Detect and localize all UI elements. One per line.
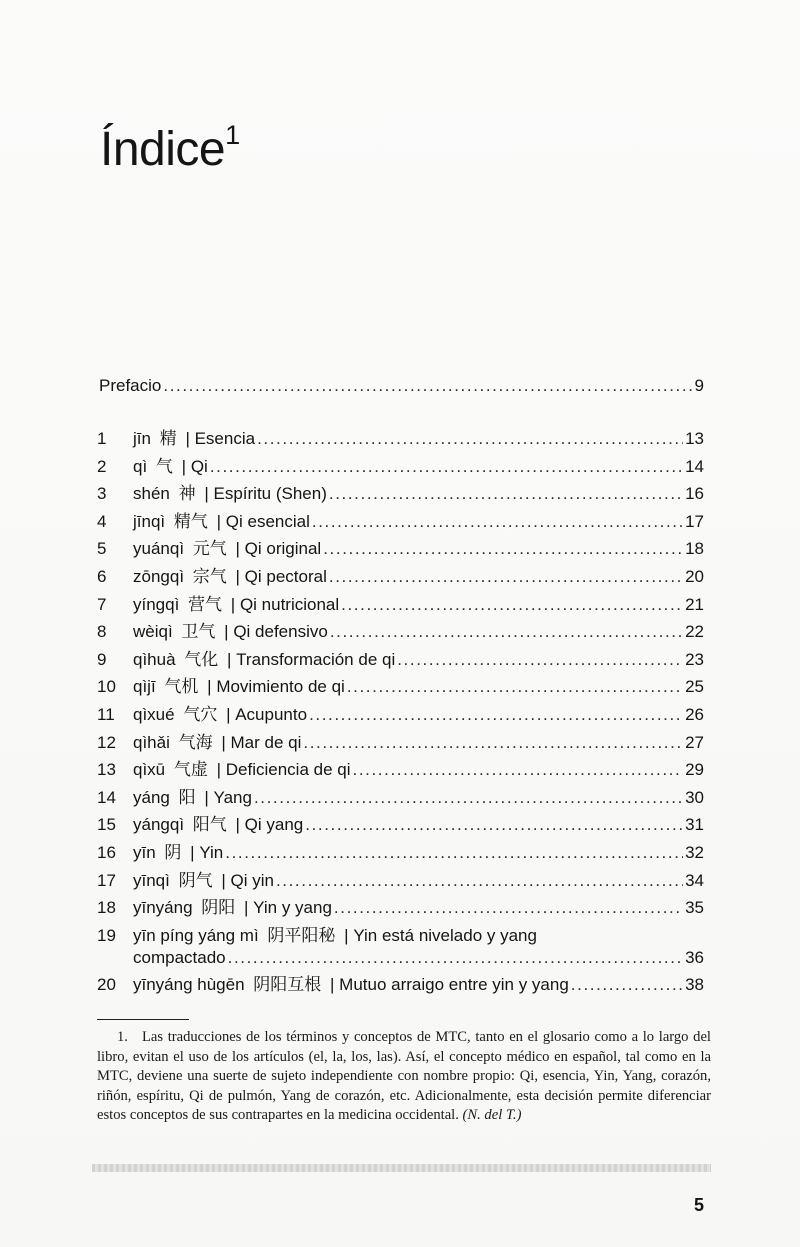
entry-pinyin: yīn píng yáng mì [133, 925, 259, 945]
entry-pinyin: shén [133, 484, 170, 504]
scan-edge-band [92, 1164, 711, 1172]
entry-text [133, 814, 303, 836]
entry-term: Transformación de qi [236, 649, 396, 669]
entry-number: 9 [97, 649, 107, 669]
toc-entry[interactable] [97, 704, 704, 732]
leader-dots [276, 870, 683, 892]
entry-term: Acupunto [235, 704, 308, 724]
entry-term: Qi pectoral [244, 566, 327, 586]
entry-number: 16 [97, 842, 116, 862]
entry-text [133, 704, 307, 726]
toc-entry[interactable] [97, 594, 704, 622]
entry-text [133, 594, 339, 616]
entry-number: 8 [97, 622, 107, 642]
entry-page-number: 14 [685, 456, 704, 476]
entry-page-number: 29 [685, 760, 704, 780]
entry-hanzi: 元气 [192, 539, 227, 560]
entry-text [133, 428, 255, 450]
footnote-rule [97, 1019, 189, 1020]
entry-separator: | [235, 815, 240, 835]
entry-page-number: 35 [685, 898, 704, 918]
toc-entry[interactable] [97, 456, 704, 484]
entry-page-number: 27 [685, 732, 704, 752]
toc-entry[interactable] [97, 897, 704, 925]
entry-hanzi: 营气 [188, 594, 223, 615]
entry-hanzi: 阴 [164, 842, 182, 863]
entry-term: Qi yang [244, 815, 304, 835]
entry-number: 10 [97, 677, 116, 697]
entry-body [133, 842, 704, 864]
entry-number: 17 [97, 870, 116, 890]
entry-number: 12 [97, 732, 116, 752]
toc-entry[interactable] [97, 814, 704, 842]
leader-dots [347, 676, 683, 698]
entry-body [133, 732, 704, 754]
entry-number: 1 [97, 429, 107, 448]
entry-body [133, 621, 704, 643]
entry-body [133, 538, 704, 560]
entry-body [133, 511, 704, 533]
entry-separator: | [190, 842, 195, 862]
footnote [97, 1028, 711, 1126]
entry-body [133, 456, 704, 478]
leader-dots [257, 428, 683, 450]
preface-page-number: 9 [694, 376, 704, 395]
entry-text [133, 483, 327, 505]
entry-hanzi: 阳 [178, 787, 196, 808]
entry-hanzi: 气机 [164, 677, 199, 698]
entry-body [133, 649, 704, 671]
entry-page-number: 18 [685, 539, 704, 559]
toc-entry[interactable] [97, 649, 704, 677]
entry-term: Deficiencia de qi [225, 760, 351, 780]
entry-page-number: 20 [685, 566, 704, 586]
entry-pinyin: qìhǎi [133, 732, 170, 752]
leader-dots [329, 483, 683, 505]
entry-pinyin: wèiqì [133, 622, 173, 642]
entry-body [133, 704, 704, 726]
toc-entry[interactable] [97, 621, 704, 649]
entry-text [133, 511, 310, 533]
entry-pinyin: yuánqì [133, 539, 185, 559]
footnote-index: 1. [117, 1029, 128, 1045]
leader-dots [210, 456, 683, 478]
entry-number: 5 [97, 539, 107, 559]
entry-separator: | [244, 898, 249, 918]
entry-term: Qi nutricional [239, 594, 340, 614]
entry-hanzi: 阴阳 [201, 898, 236, 919]
entry-term-continuation: compactado [133, 947, 226, 967]
toc-entry[interactable] [97, 732, 704, 760]
entry-separator: | [185, 429, 190, 448]
entry-separator: | [204, 484, 209, 504]
entry-pinyin: qìhuà [133, 649, 176, 669]
entry-text [133, 759, 351, 781]
entry-page-number: 31 [685, 815, 704, 835]
entry-hanzi: 阴平阳秘 [267, 925, 336, 946]
toc-entry[interactable] [97, 925, 704, 974]
entry-text [133, 676, 345, 698]
entry-number: 11 [97, 704, 115, 724]
toc-entry[interactable] [97, 974, 704, 1002]
toc-entry[interactable] [97, 842, 704, 870]
leader-dots [228, 947, 683, 969]
leader-dots [341, 594, 683, 616]
footnote-text: Las traducciones de los términos y conceptos de MTC, tanto en el glosario como a lo largo del libro, evitan el uso de los artículos (el, la, los, las). Así, el concepto médico en español, tal como en la MTC, deviene una suerte de sujeto independiente con nombre propio: Qi, esencia, Yin, Yang, corazón, riñón, espíritu, Qi de pulmón, Yang de corazón, etc. Adicionalmente, esta decisión permite diferenciar estos conceptos de sus contrapartes en la medicina occidental. [97, 1029, 711, 1124]
leader-dots [353, 759, 684, 781]
entry-hanzi: 阳气 [192, 815, 227, 836]
entry-text [133, 621, 328, 643]
page-title [100, 120, 240, 176]
footnote-translator-note: (N. del T.) [462, 1107, 522, 1124]
entry-number: 15 [97, 815, 116, 835]
toc-entry[interactable] [97, 511, 704, 539]
entry-hanzi: 气化 [184, 649, 219, 670]
entry-hanzi: 气虚 [173, 760, 208, 781]
entry-continuation-line [133, 947, 704, 969]
leader-dots [163, 375, 692, 397]
entry-body [133, 974, 704, 996]
entry-pinyin: yīnqì [133, 870, 170, 890]
entry-separator: | [226, 704, 231, 724]
entry-number: 19 [97, 925, 116, 945]
entry-body [133, 594, 704, 616]
entry-page-number: 21 [685, 594, 704, 614]
entry-hanzi: 气穴 [183, 704, 218, 725]
entry-separator: | [207, 677, 212, 697]
entry-term: Qi esencial [225, 511, 310, 531]
leader-dots [309, 704, 683, 726]
entry-term: Espíritu (Shen) [213, 484, 327, 504]
entry-number: 6 [97, 566, 107, 586]
toc-entries-list [97, 428, 704, 1001]
entry-page-number: 25 [685, 677, 704, 697]
entry-body [133, 759, 704, 781]
entry-pinyin: qìxué [133, 704, 175, 724]
entry-pinyin: qì [133, 456, 148, 476]
entry-separator: | [221, 870, 226, 890]
entry-hanzi: 神 [178, 484, 196, 505]
entry-separator: | [330, 974, 335, 994]
toc-entry[interactable] [97, 538, 704, 566]
entry-separator: | [204, 787, 209, 807]
entry-number: 14 [97, 787, 116, 807]
leader-dots [225, 842, 683, 864]
entry-body [133, 566, 704, 588]
title-footnote-mark: 1 [225, 120, 240, 150]
entry-page-number: 38 [685, 974, 704, 994]
entry-hanzi: 气 [155, 456, 173, 477]
entry-pinyin: yáng [133, 787, 170, 807]
entry-term: Mutuo arraigo entre yin y yang [339, 974, 569, 994]
entry-text [133, 974, 569, 996]
entry-separator: | [221, 732, 226, 752]
entry-page-number: 17 [685, 511, 704, 531]
toc-entry[interactable] [97, 566, 704, 594]
entry-term: Qi original [244, 539, 322, 559]
entry-separator: | [344, 925, 349, 945]
entry-pinyin: jīn [133, 429, 151, 448]
entry-text [133, 566, 327, 588]
entry-separator: | [224, 622, 229, 642]
entry-body [133, 897, 704, 919]
entry-separator: | [235, 566, 240, 586]
entry-text [133, 649, 395, 671]
entry-number: 4 [97, 511, 107, 531]
toc-entry[interactable] [97, 870, 704, 898]
entry-text [133, 538, 321, 560]
entry-text [133, 842, 223, 864]
entry-page-number: 32 [685, 842, 704, 862]
entry-separator: | [235, 539, 240, 559]
toc-entry[interactable] [97, 759, 704, 787]
leader-dots [312, 511, 683, 533]
entry-term: Qi [190, 456, 208, 476]
entry-term: Yin está nivelado y yang [353, 925, 537, 945]
entry-pinyin: zōngqì [133, 566, 185, 586]
entry-page-number: 13 [685, 429, 704, 448]
entry-hanzi: 阴阳互根 [253, 974, 322, 995]
entry-number: 13 [97, 760, 116, 780]
entry-body [133, 787, 704, 809]
entry-pinyin: yīnyáng hùgēn [133, 974, 245, 994]
entry-hanzi: 卫气 [181, 622, 216, 643]
entry-body [133, 925, 704, 969]
entry-text [133, 456, 208, 478]
entry-number: 3 [97, 484, 107, 504]
entry-page-number: 16 [685, 484, 704, 504]
entry-term: Qi yin [230, 870, 274, 890]
entry-hanzi: 宗气 [192, 566, 227, 587]
entry-text [133, 787, 252, 809]
leader-dots [571, 974, 683, 996]
entry-page-number: 23 [685, 649, 704, 669]
entry-number: 7 [97, 594, 107, 614]
entry-term: Yin [199, 842, 224, 862]
leader-dots [330, 621, 683, 643]
entry-separator: | [181, 456, 187, 476]
entry-text [133, 732, 301, 754]
entry-page-number: 22 [685, 622, 704, 642]
leader-dots [323, 538, 683, 560]
entry-body [133, 483, 704, 505]
entry-pinyin: yíngqì [133, 594, 180, 614]
entry-page-number: 30 [685, 787, 704, 807]
entry-number: 2 [97, 456, 107, 476]
entry-separator: | [230, 594, 236, 614]
toc-entry[interactable] [97, 787, 704, 815]
entry-pinyin: yīn [133, 842, 156, 862]
entry-page-number: 34 [685, 870, 704, 890]
entry-body [133, 870, 704, 892]
entry-number: 20 [97, 974, 116, 994]
entry-text [133, 870, 274, 892]
entry-term: Mar de qi [230, 732, 302, 752]
entry-pinyin: qìxū [133, 760, 166, 780]
title-text: Índice [100, 123, 226, 176]
toc-entry[interactable] [97, 483, 704, 511]
entry-hanzi: 精气 [173, 511, 208, 532]
toc-entry[interactable] [97, 676, 704, 704]
leader-dots [305, 814, 683, 836]
entry-term: Yin y yang [253, 898, 332, 918]
toc-entry[interactable] [97, 428, 704, 456]
entry-page-number: 26 [685, 704, 704, 724]
entry-term: Esencia [194, 429, 256, 448]
entry-page-number: 36 [685, 947, 704, 967]
entry-separator: | [227, 649, 232, 669]
toc-preface-entry[interactable] [99, 375, 704, 397]
entry-pinyin: yángqì [133, 815, 185, 835]
entry-body [133, 676, 704, 698]
leader-dots [329, 566, 683, 588]
leader-dots [254, 787, 683, 809]
leader-dots [397, 649, 683, 671]
preface-label: Prefacio [99, 376, 162, 395]
entry-hanzi: 精 [159, 429, 177, 449]
entry-pinyin: yīnyáng [133, 898, 193, 918]
entry-term: Yang [213, 787, 252, 807]
entry-term: Qi defensivo [233, 622, 328, 642]
leader-dots [303, 732, 683, 754]
entry-text [133, 897, 332, 919]
entry-pinyin: qìjī [133, 677, 156, 697]
leader-dots [334, 897, 683, 919]
page-number: 5 [694, 1195, 705, 1215]
entry-hanzi: 气海 [178, 732, 213, 753]
entry-hanzi: 阴气 [178, 870, 213, 891]
entry-separator: | [216, 760, 222, 780]
entry-term: Movimiento de qi [216, 677, 345, 697]
entry-pinyin: jīnqì [133, 511, 166, 531]
entry-body [133, 814, 704, 836]
entry-number: 18 [97, 898, 116, 918]
entry-body [133, 428, 704, 450]
entry-text [133, 925, 704, 947]
entry-separator: | [216, 511, 222, 531]
